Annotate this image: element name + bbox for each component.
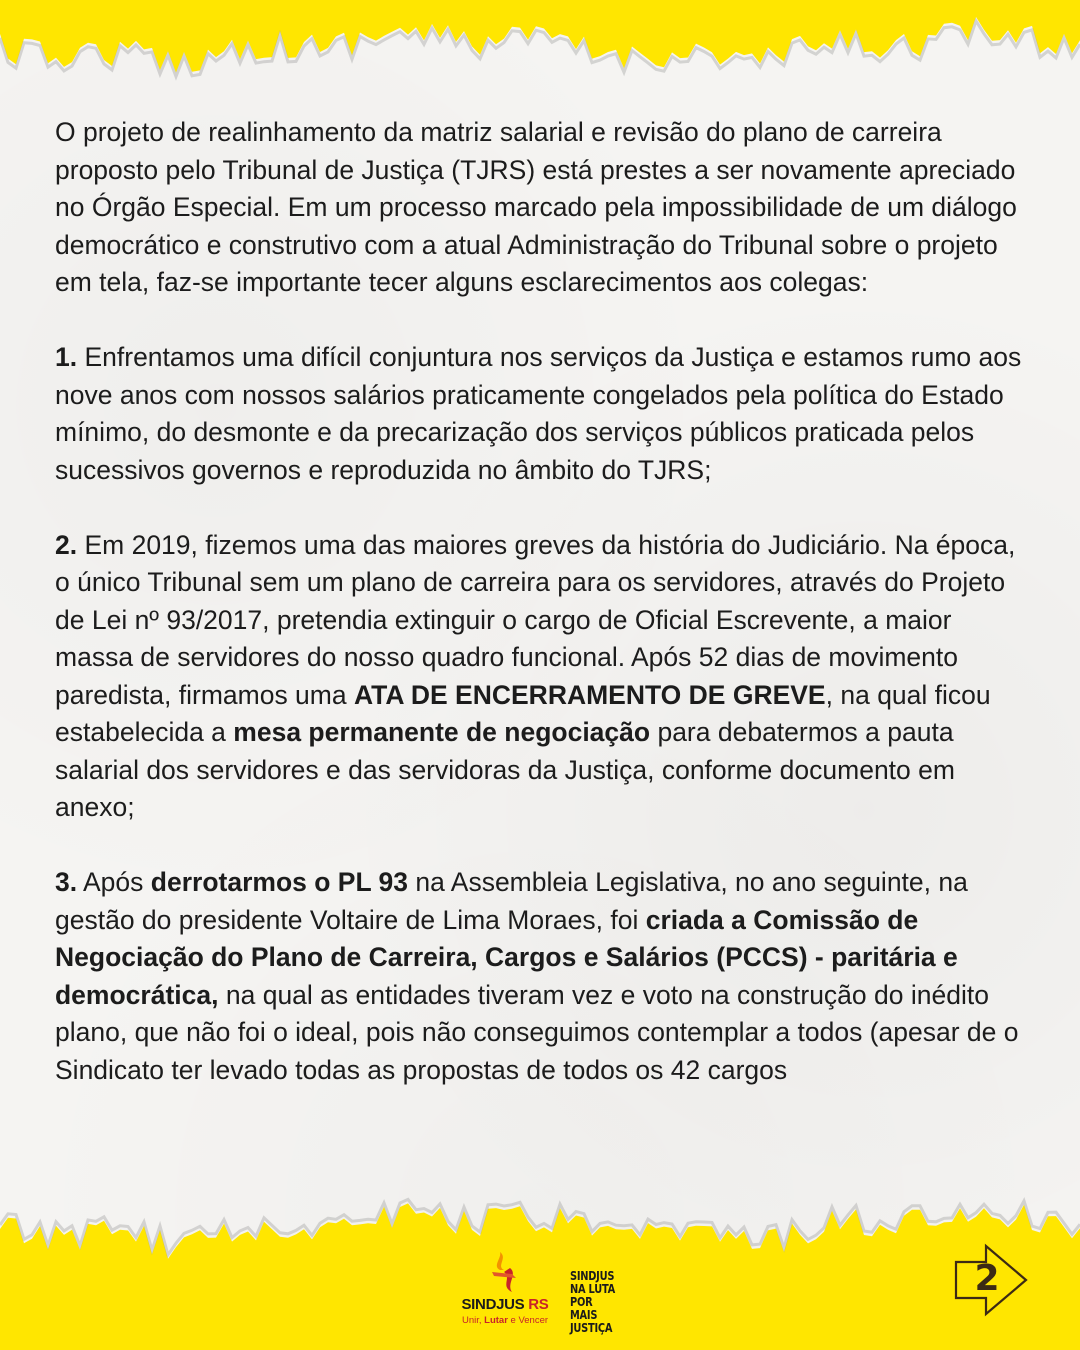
text-segment: Em 2019, fizemos uma das maiores greves da história do Judiciário. Na época, o único Tribunal sem um plano de carreira para os servidores, através do Projeto de Lei nº 93/2017, pretendia extinguir o cargo de Oficial Escrevente, a maior massa de servidores do nosso quadro funcional. Após 52 dias de movimento paredista, firmamos uma [55, 529, 1016, 710]
bold-text: ATA DE ENCERRAMENTO DE GREVE [353, 679, 826, 710]
text-segment: para debatermos a pauta salarial dos servidores e das servidoras da Justiça, conforme documento em anexo; [55, 717, 955, 822]
logo-wordmark: SINDJUS RS [461, 1296, 549, 1313]
text-segment: na Assembleia Legislativa, no ano seguinte, na gestão do presidente Voltaire de Lima Moraes, foi [55, 867, 968, 935]
campaign-seal [570, 1270, 619, 1335]
sindjus-rs-logo[interactable] [456, 1248, 554, 1334]
bold-text: 1. [55, 342, 78, 372]
paragraph [55, 527, 1030, 827]
torn-paper-top-edge [0, 0, 1080, 110]
text-segment: na qual as entidades tiveram vez e voto na construção do inédito plano, que não foi o ideal, pois não conseguimos contemplar a todos (apesar de o Sindicato ter levado todas as propostas de todos os 42 cargos [55, 979, 1019, 1085]
bold-text: 2. [55, 529, 78, 560]
campaign-line: POR MAIS [570, 1295, 598, 1322]
bold-text: derrotarmos o PL 93 [150, 867, 409, 897]
article-body [55, 114, 1030, 1127]
text-segment: Após [77, 867, 151, 897]
bold-text: 3. [55, 867, 78, 897]
text-segment: Enfrentamos uma difícil conjuntura nos serviços da Justiça e estamos rumo aos nove anos com nossos salários praticamente congelados pela política do Estado mínimo, do desmonte e da precarização dos serviços públicos praticada pelos sucessivos governos e reproduzida no âmbito do TJRS; [55, 342, 1022, 485]
paragraph [55, 339, 1030, 489]
campaign-line: JUSTIÇA [570, 1321, 613, 1335]
sindjus-flame-logo-icon [456, 1248, 554, 1296]
logo-tagline: Unir, Lutar e Vencer [461, 1315, 549, 1326]
paragraph [55, 114, 1030, 302]
campaign-line: SINDJUS [570, 1269, 615, 1283]
text-segment: O projeto de realinhamento da matriz salarial e revisão do plano de carreira proposto pelo Tribunal de Justiça (TJRS) está prestes a ser novamente apreciado no Órgão Especial. Em um processo marcado pela impossibilidade de um diálogo democrático e construtivo com a atual Administração do Tribunal sobre o projeto em tela, faz-se importante tecer alguns esclarecimentos aos colegas: [55, 117, 1017, 297]
bold-text: criada a Comissão de Negociação do Plano de Carreira, Cargos e Salários (PCCS) - paritária e democrática, [55, 904, 958, 1010]
page-number: 2 [974, 1258, 1000, 1299]
bold-text: mesa permanente de negociação [233, 717, 651, 747]
text-segment: , na qual ficou estabelecida a [55, 679, 991, 747]
paragraph [55, 864, 1030, 1089]
campaign-line: NA LUTA [570, 1282, 616, 1296]
